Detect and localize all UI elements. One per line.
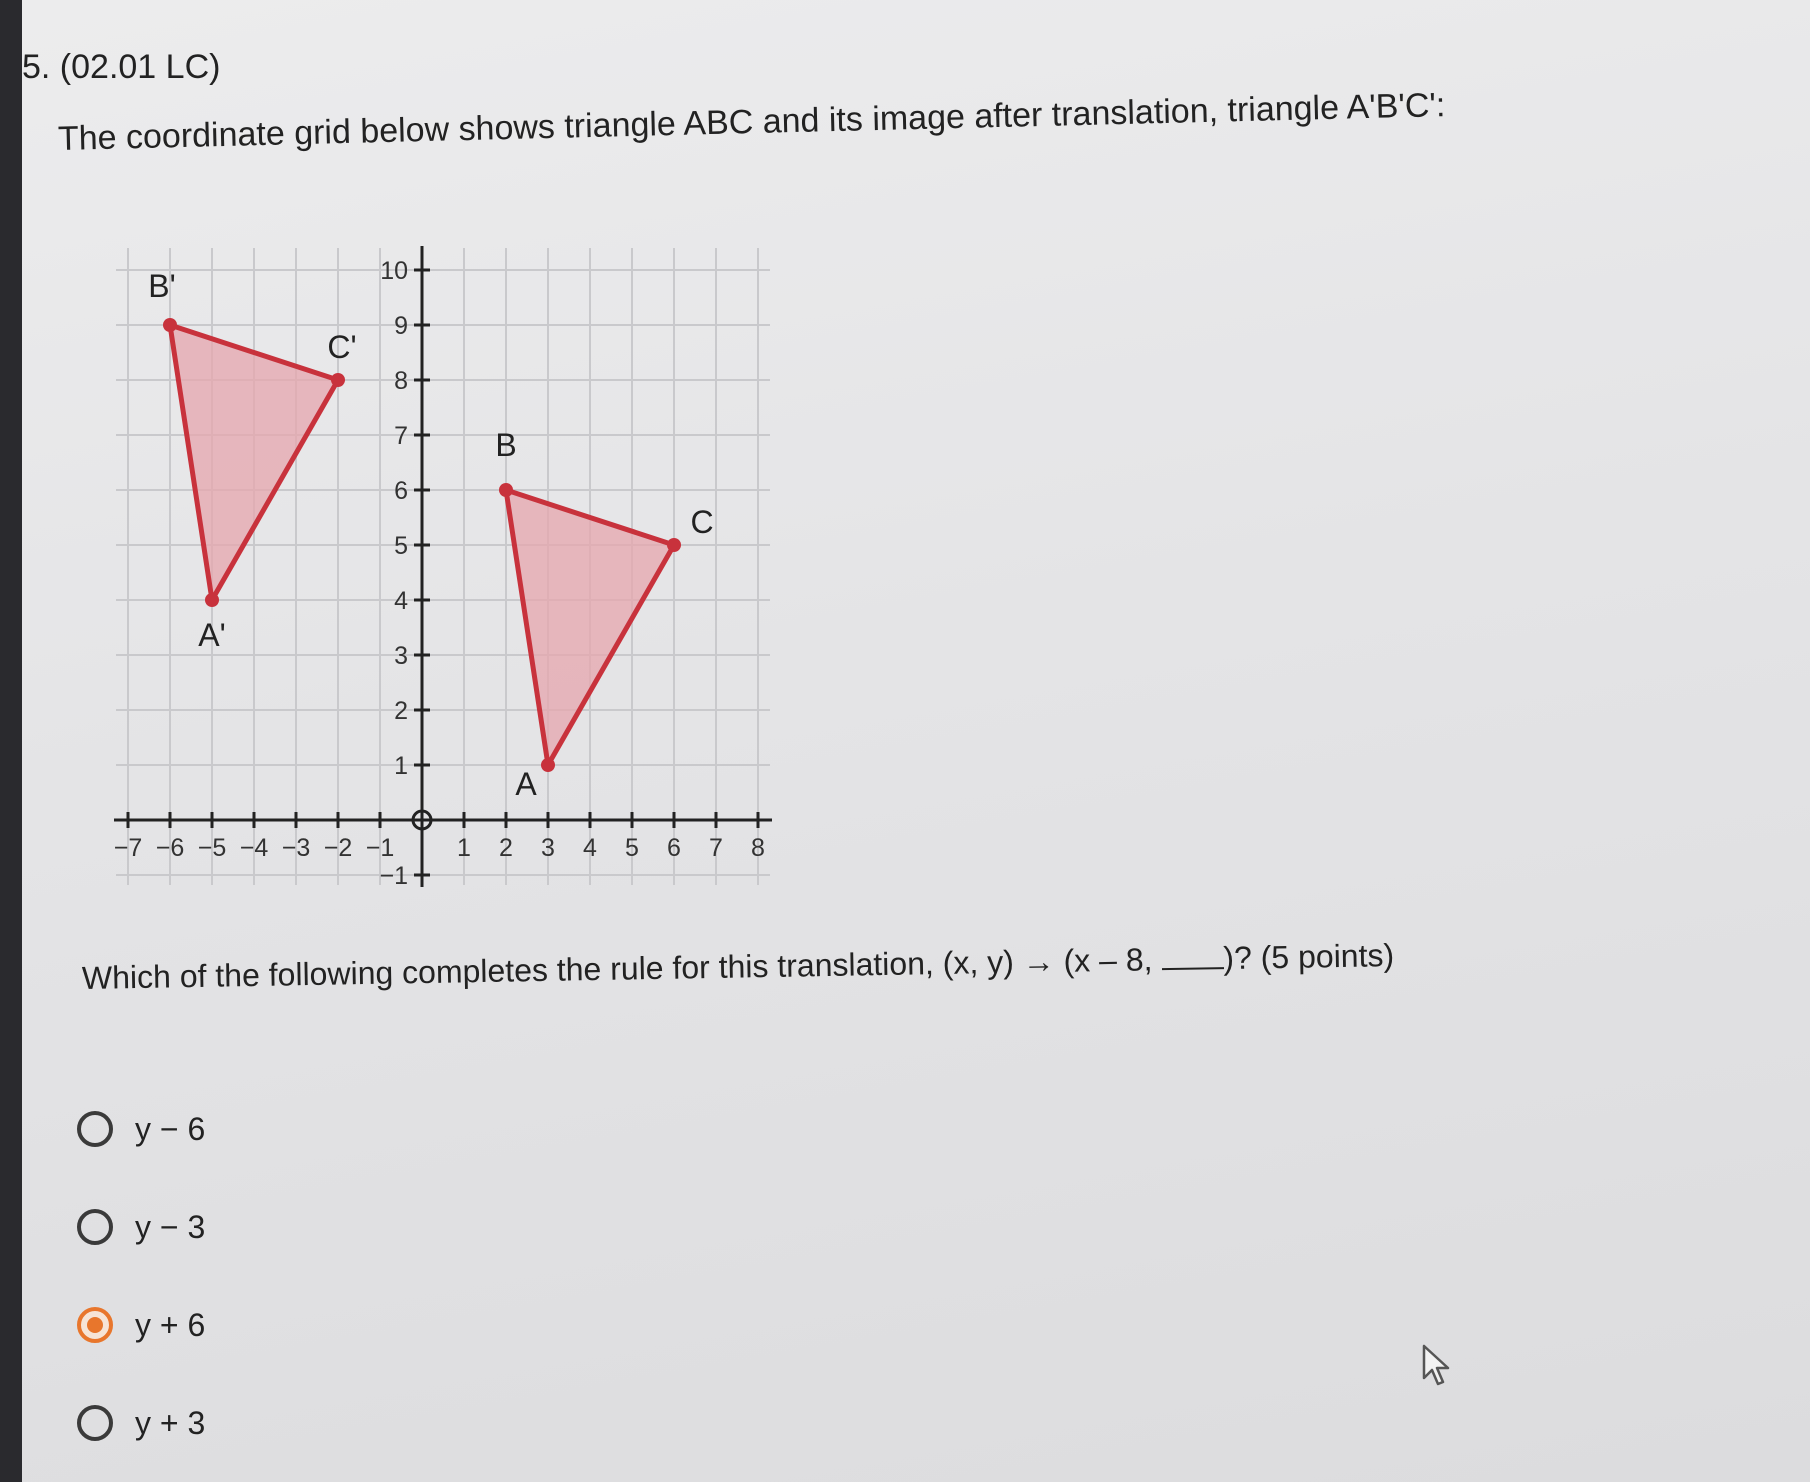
vertex-label: C' — [327, 329, 357, 365]
radio-button-1[interactable] — [77, 1111, 113, 1147]
y-tick-label: 1 — [394, 752, 408, 780]
y-tick-label: 9 — [394, 312, 408, 340]
mouse-pointer-icon — [1420, 1342, 1454, 1388]
x-tick-label: −5 — [197, 834, 227, 862]
option-1[interactable] — [77, 1080, 205, 1178]
x-tick-label: 3 — [541, 834, 555, 862]
x-tick-label: 8 — [751, 834, 765, 862]
vertex-point — [499, 483, 513, 497]
y-tick-label: −1 — [379, 862, 408, 890]
x-tick-label: 7 — [709, 834, 723, 862]
x-tick-label: 6 — [667, 834, 681, 862]
vertex-point — [667, 538, 681, 552]
x-tick-label: −6 — [155, 834, 185, 862]
option-4-label: y + 3 — [135, 1404, 206, 1441]
vertex-point — [163, 318, 177, 332]
x-tick-label: 1 — [457, 834, 471, 862]
vertex-label: A' — [198, 617, 226, 653]
y-tick-label: 2 — [394, 697, 408, 725]
radio-button-4[interactable] — [77, 1405, 113, 1441]
question-prompt — [82, 937, 1395, 997]
answer-options — [77, 1080, 205, 1472]
question-text: The coordinate grid below shows triangle ABC and its image after translation, triangle A'B'C': — [57, 86, 1446, 158]
coordinate-grid-figure — [92, 210, 822, 910]
vertex-label: A — [515, 766, 537, 802]
x-tick-label: 2 — [499, 834, 513, 862]
option-3-label: y + 6 — [135, 1306, 206, 1343]
x-tick-label: −7 — [113, 834, 143, 862]
vertex-label: B — [495, 427, 517, 463]
option-2-label: y − 3 — [135, 1208, 206, 1245]
x-tick-label: −1 — [365, 834, 395, 862]
x-tick-label: 5 — [625, 834, 639, 862]
radio-button-3-selected[interactable] — [77, 1307, 113, 1343]
y-tick-label: 10 — [380, 257, 408, 285]
vertex-label: C — [690, 504, 714, 540]
vertex-label: B' — [148, 268, 176, 304]
y-tick-label: 3 — [394, 642, 408, 670]
x-tick-label: 4 — [583, 834, 597, 862]
vertex-point — [331, 373, 345, 387]
vertex-point — [541, 758, 555, 772]
option-2[interactable] — [77, 1178, 205, 1276]
y-tick-label: 8 — [394, 367, 408, 395]
vertex-point — [205, 593, 219, 607]
question-page — [22, 0, 1810, 1482]
x-tick-label: −4 — [239, 834, 269, 862]
x-tick-label: −2 — [323, 834, 353, 862]
y-tick-label: 5 — [394, 532, 408, 560]
y-tick-label: 6 — [394, 477, 408, 505]
prompt-text-before: Which of the following completes the rule for this translation, (x, y) → (x – 8, — [81, 941, 1162, 996]
y-tick-label: 7 — [394, 422, 408, 450]
question-number: 5. (02.01 LC) — [22, 48, 221, 86]
option-1-label: y − 6 — [135, 1110, 206, 1147]
y-tick-label: 4 — [394, 587, 408, 615]
prompt-text-after: )? (5 points) — [1223, 937, 1395, 977]
answer-blank — [1161, 943, 1223, 970]
coordinate-grid — [92, 210, 822, 910]
option-4[interactable] — [77, 1374, 205, 1472]
option-3[interactable] — [77, 1276, 205, 1374]
radio-button-2[interactable] — [77, 1209, 113, 1245]
x-tick-label: −3 — [281, 834, 311, 862]
